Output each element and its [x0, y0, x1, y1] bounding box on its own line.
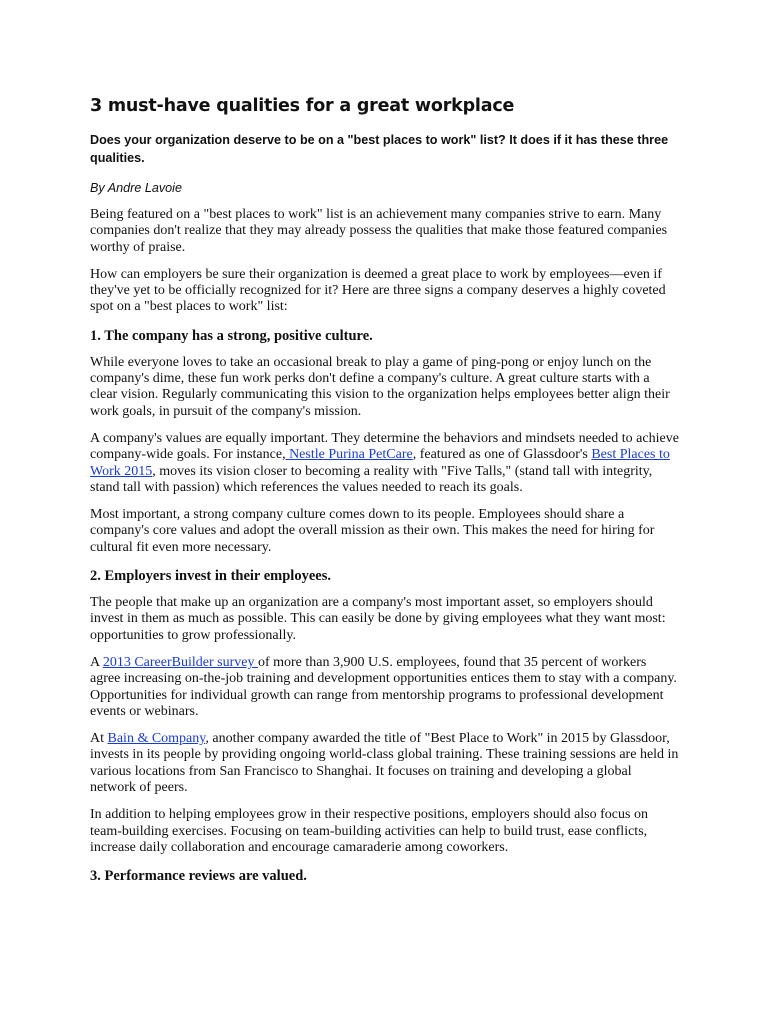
article-subtitle: Does your organization deserve to be on a "best places to work" list? It does if it has these three qualities.	[90, 133, 669, 165]
section-heading-culture: 1. The company has a strong, positive culture.	[90, 327, 373, 344]
paragraph-culture-values	[90, 431, 680, 496]
link-nestle-purina[interactable]: Nestle Purina PetCare	[285, 447, 413, 463]
paragraph-invest-people: The people that make up an organization are a company's most important asset, so employers should invest in them as much as possible. This can easily be done by giving employees what they want most: opportunities to grow professionally.	[90, 595, 666, 643]
link-bain-company[interactable]: Bain & Company	[107, 731, 206, 747]
paragraph-text: , moves its vision closer to becoming a reality with "Five Talls," (stand tall with integrity, stand tall with passion) which references the values needed to reach its goals.	[90, 463, 653, 495]
article-title: 3 must-have qualities for a great workplace	[90, 96, 515, 116]
section-heading-reviews: 3. Performance reviews are valued.	[90, 868, 307, 885]
link-careerbuilder-survey[interactable]: 2013 CareerBuilder survey	[102, 654, 258, 670]
paragraph-text: , featured as one of Glassdoor's	[412, 447, 592, 463]
paragraph-culture-people: Most important, a strong company culture comes down to its people. Employees should share a company's core values and adopt the overall mission as their own. This makes the need for hiring for cultural fit even more necessary.	[90, 507, 655, 555]
paragraph-signs: How can employers be sure their organization is deemed a great place to work by employees—even if they've yet to be officially recognized for it? Here are three signs a company deserves a highly coveted spot on a "best places to work" list:	[90, 266, 666, 315]
paragraph-text: At	[90, 731, 108, 747]
paragraph-invest-bain	[90, 731, 680, 796]
paragraph-text: of more than 3,900 U.S. employees, found that 35 percent of workers agree increasing on-the-job training and development opportunities entices them to stay with a company. Opportunities for individual growth can range from mentorship programs to professional development events or webinars.	[90, 654, 677, 719]
article	[90, 94, 680, 895]
link-best-places-2015[interactable]: Best Places to Work 2015	[90, 447, 670, 479]
paragraph-invest-teambuilding: In addition to helping employees grow in their respective positions, employers should also focus on team-building exercises. Focusing on team-building activities can help to build trust, ease conflicts, increase daily collaboration and encourage camaraderie among coworkers.	[90, 807, 648, 855]
paragraph-intro: Being featured on a "best places to work" list is an achievement many companies strive to earn. Many companies don't realize that they may already possess the qualities that make those featured companies worthy of praise.	[90, 207, 668, 255]
paragraph-text: A company's values are equally important. They determine the behaviors and mindsets needed to achieve company-wide goals. For instance,	[90, 430, 679, 463]
article-byline: By Andre Lavoie	[90, 181, 182, 195]
paragraph-text: , another company awarded the title of "Best Place to Work" in 2015 by Glassdoor, invests in its people by providing ongoing world-class global training. These training sessions are held in various locations from San Francisco to Shanghai. It focuses on training and developing a global network of peers.	[90, 731, 679, 796]
paragraph-culture-vision: While everyone loves to take an occasional break to play a game of ping-pong or enjoy lunch on the company's dime, these fun work perks don't define a company's culture. A great culture starts with a clear vision. Regularly communicating this vision to the organization helps employees better align their work goals, in pursuit of the company's mission.	[90, 354, 670, 419]
paragraph-invest-survey	[90, 655, 680, 720]
section-heading-invest: 2. Employers invest in their employees.	[90, 568, 331, 585]
paragraph-text: A	[90, 654, 103, 670]
